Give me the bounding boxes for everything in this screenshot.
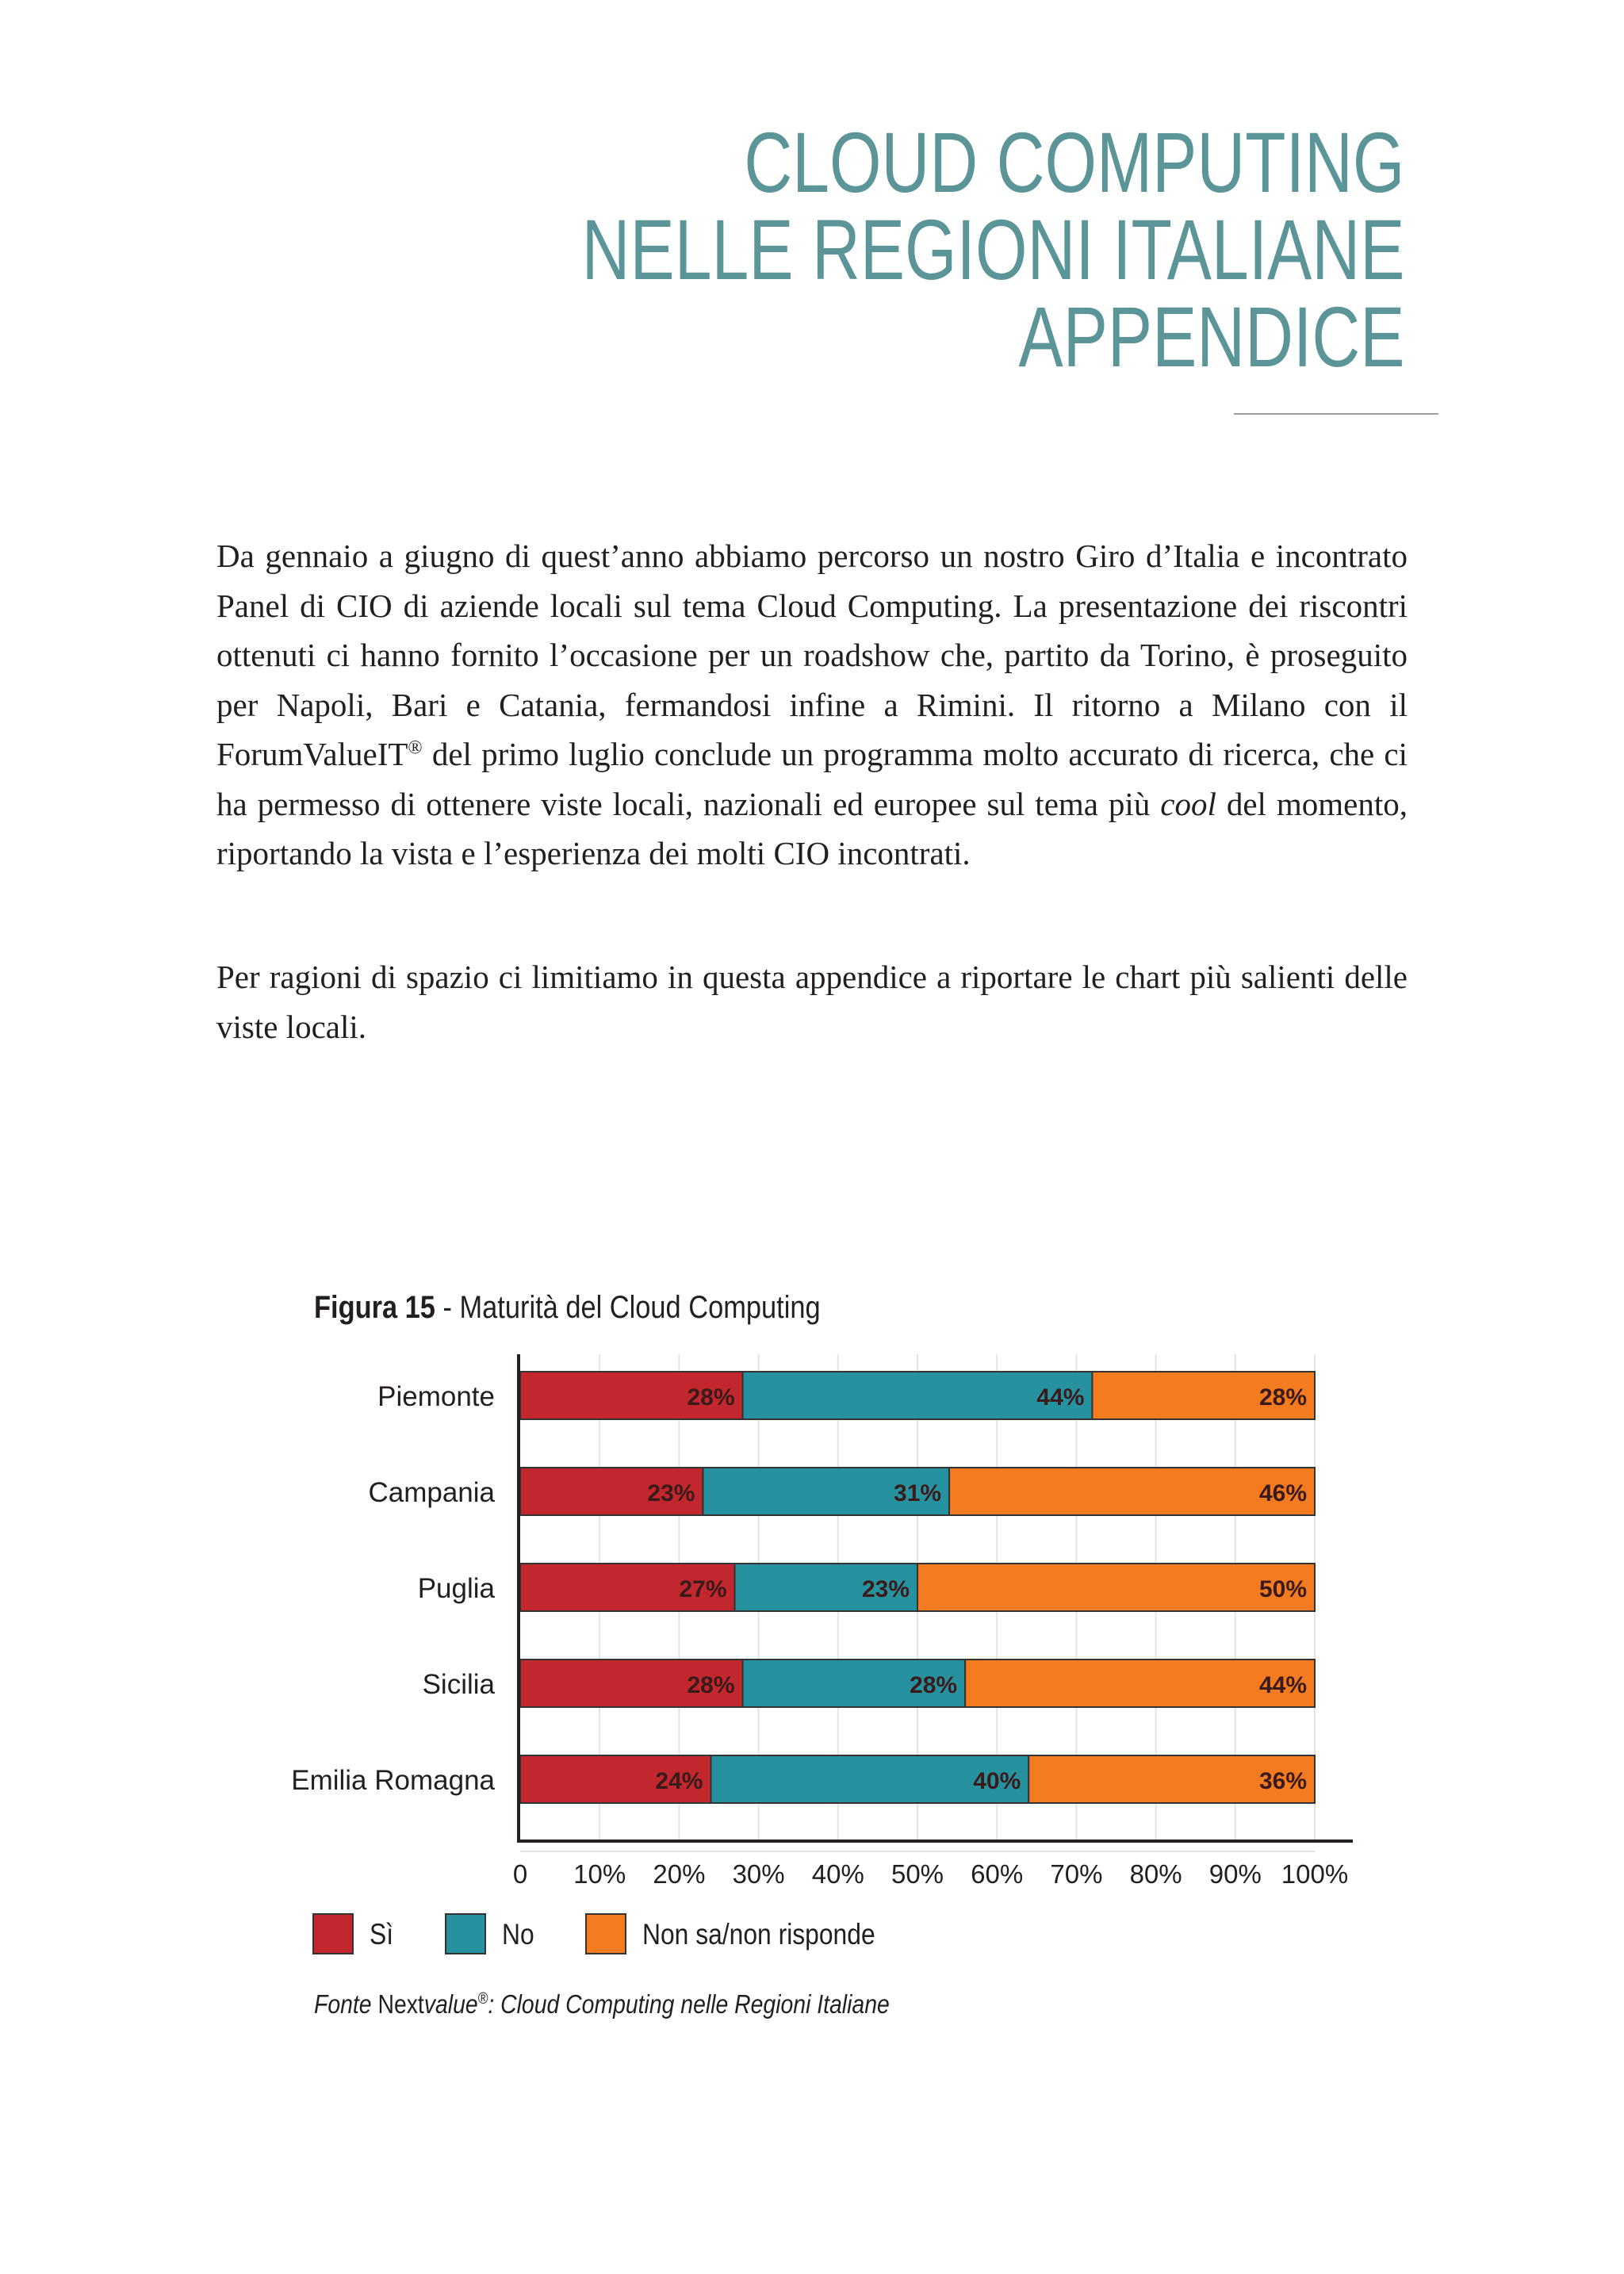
- category-label: Puglia: [417, 1573, 495, 1604]
- source-suffix: : Cloud Computing nelle Regioni Italiane: [488, 1989, 890, 2019]
- legend-label-si: Sì: [370, 1918, 394, 1951]
- category-label: Emilia Romagna: [291, 1765, 495, 1796]
- emphasis-text: cool: [1160, 785, 1216, 822]
- data-label: 27%: [679, 1576, 727, 1602]
- data-label: 28%: [687, 1384, 735, 1411]
- data-label: 23%: [861, 1576, 910, 1602]
- data-label: 50%: [1258, 1576, 1307, 1602]
- legend-swatch-si: [312, 1913, 354, 1954]
- x-tick-label: 40%: [811, 1859, 864, 1889]
- registered-mark: ®: [408, 737, 423, 759]
- x-tick-label: 60%: [971, 1859, 1024, 1889]
- bar-segment-non-sa: [917, 1564, 1315, 1611]
- intro-text-part: del primo luglio conclude un programma molto accurato di ricerca, che ci ha permesso di ottenere viste locali, nazionali ed europee sul tema più: [216, 736, 1408, 822]
- page-title-line: CLOUD COMPUTING: [743, 114, 1404, 210]
- legend-swatch-non-sa: [585, 1913, 626, 1954]
- x-tick-label: 0: [512, 1859, 528, 1889]
- x-tick-label: 100%: [1281, 1859, 1349, 1889]
- data-label: 28%: [910, 1672, 958, 1698]
- x-tick-label: 10%: [573, 1859, 626, 1889]
- intro-text-part: del momento, riportando la vista e l’esperienza dei molti CIO incontrati.: [216, 785, 1408, 871]
- data-label: 28%: [1258, 1384, 1307, 1411]
- x-tick-label: 20%: [653, 1859, 706, 1889]
- data-label: 46%: [1258, 1480, 1307, 1506]
- source-note: [314, 1989, 890, 2019]
- data-label: 44%: [1258, 1672, 1307, 1698]
- caption-separator: -: [435, 1290, 460, 1325]
- figure-number: Figura 15: [314, 1290, 435, 1325]
- data-label: 44%: [1036, 1384, 1085, 1411]
- figure-title: Maturità del Cloud Computing: [459, 1290, 821, 1325]
- page-title-line: APPENDICE: [1018, 289, 1404, 385]
- data-label: 40%: [973, 1768, 1021, 1794]
- page-title-line: NELLE REGIONI ITALIANE: [581, 201, 1404, 297]
- x-tick-label: 90%: [1208, 1859, 1262, 1889]
- data-label: 23%: [647, 1480, 695, 1506]
- x-tick-label: 80%: [1129, 1859, 1182, 1889]
- scope-paragraph: Per ragioni di spazio ci limitiamo in questa appendice a riportare le chart più salienti delle viste locali.: [216, 959, 1408, 1045]
- intro-text-part: Da gennaio a giugno di quest’anno abbiamo percorso un nostro Giro d’Italia e incontrato Panel di CIO di aziende locali sul tema Cloud Computing. La presentazione dei riscontri ottenuti ci hanno fornito l’occasione per un roadshow che, partito da Torino, è proseguito per Napoli, Bari e Catania, fermandosi infine a Rimini. Il ritorno a Milano con il ForumValueIT: [216, 538, 1408, 772]
- legend-swatch-no: [445, 1913, 486, 1954]
- data-label: 36%: [1258, 1768, 1307, 1794]
- source-brand-value: value: [423, 1989, 478, 2019]
- x-tick-label: 30%: [732, 1859, 785, 1889]
- data-label: 31%: [894, 1480, 942, 1506]
- x-tick-label: 50%: [891, 1859, 944, 1889]
- registered-mark: ®: [477, 1990, 488, 2008]
- data-label: 24%: [655, 1768, 703, 1794]
- category-label: Campania: [368, 1477, 495, 1508]
- data-label: 28%: [687, 1672, 735, 1698]
- source-prefix: Fonte: [314, 1989, 378, 2019]
- legend-label-no: No: [502, 1918, 534, 1951]
- legend-label-non-sa: Non sa/non risponde: [642, 1918, 875, 1951]
- category-label: Piemonte: [377, 1381, 495, 1412]
- category-label: Sicilia: [422, 1669, 495, 1700]
- x-tick-label: 70%: [1050, 1859, 1103, 1889]
- source-brand-next: Next: [377, 1989, 424, 2019]
